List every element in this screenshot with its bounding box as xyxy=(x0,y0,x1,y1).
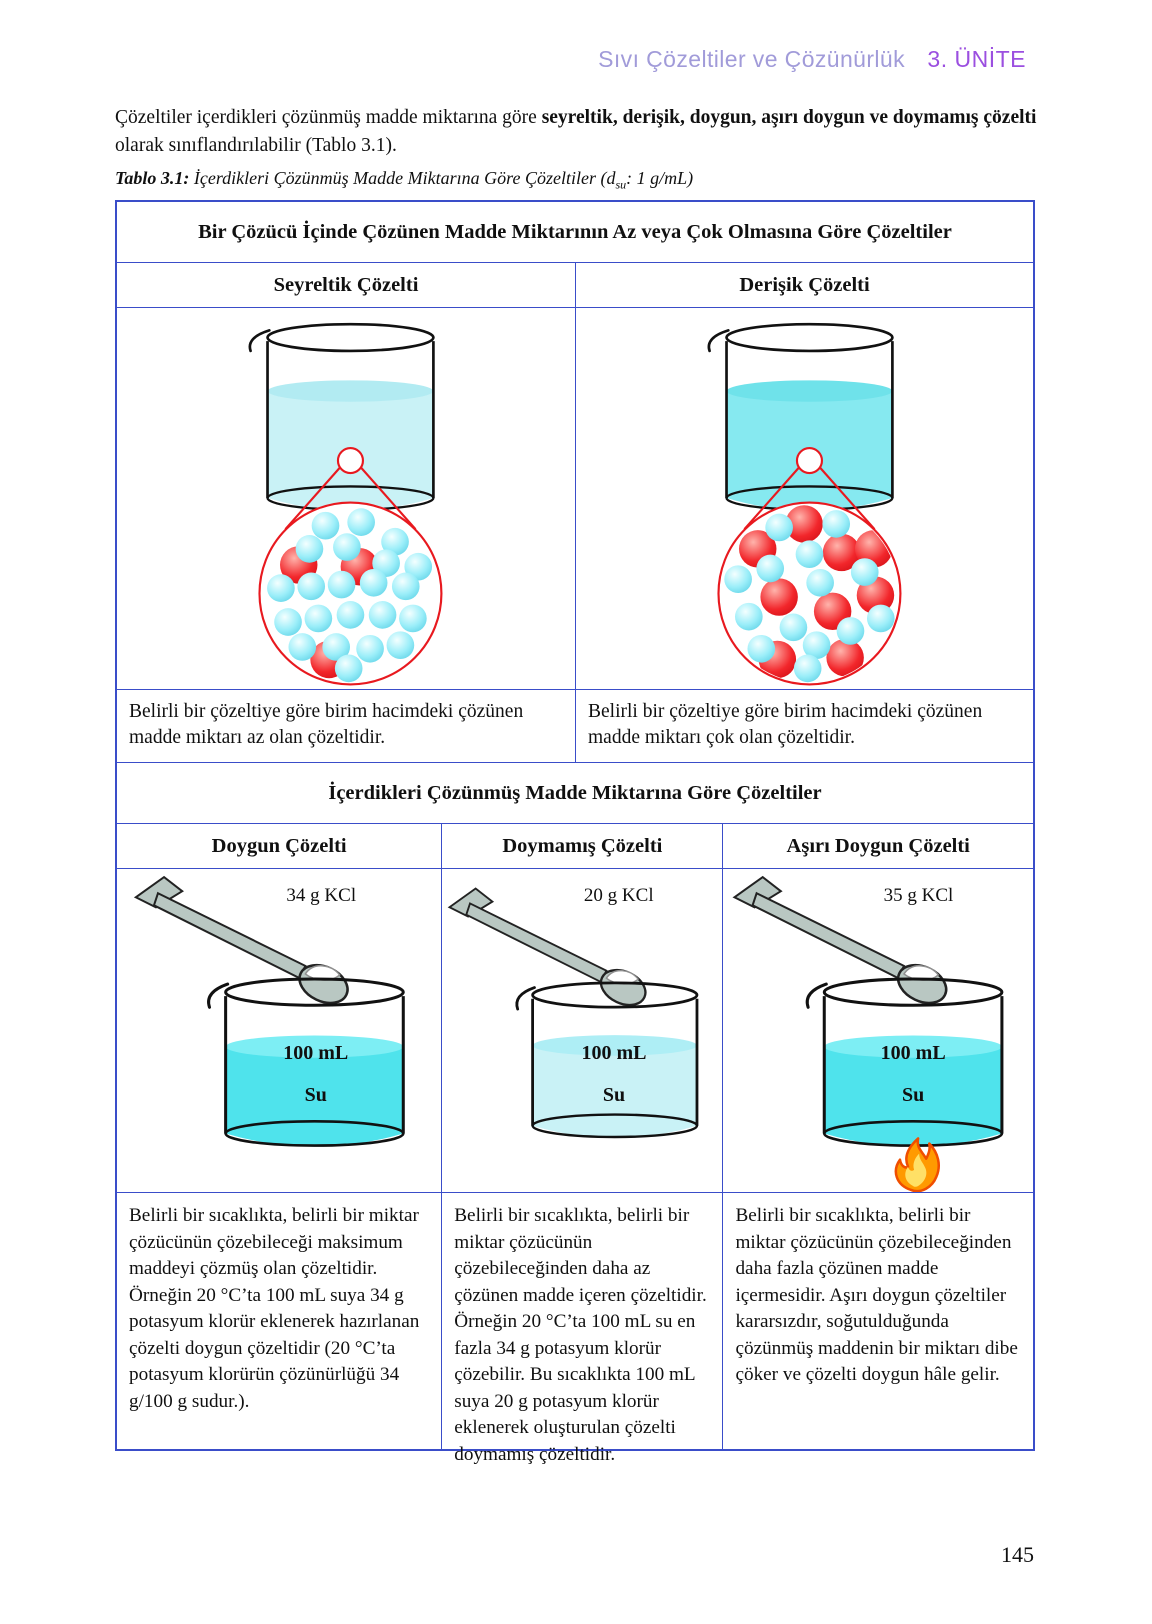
spatula-beaker-saturated xyxy=(117,869,441,1192)
chapter-title: Sıvı Çözeltiler ve Çözünürlük xyxy=(598,46,906,72)
table-row xyxy=(117,1192,1033,1465)
caption-text: İçerdikleri Çözünmüş Madde Miktarına Göre Çözeltiler (d xyxy=(189,168,616,188)
table-row xyxy=(117,762,1033,823)
illustration-dilute-solution xyxy=(117,308,575,689)
description-doygun: Belirli bir sıcaklıkta, belirli bir miktar çözücünün çözebileceği maksimum maddeyi çözmüş olan çözeltidir. Örneğin 20 °C’ta 100 mL suya 34 g potasyum klorür eklenerek hazırlanan çözelti doygun çözeltidir (20 °C’ta potasyum klorürün çözünürlüğü 34 g/100 g sudur.). xyxy=(129,1205,420,1412)
section2-title: İçerdikleri Çözünmüş Madde Miktarına Göre Çözeltiler xyxy=(328,781,822,804)
water-label: Su xyxy=(602,1083,626,1106)
kcl-amount-label: 35 g KCl xyxy=(883,885,954,907)
caption-label: Tablo 3.1: xyxy=(115,168,190,188)
description-asiri-doygun: Belirli bir sıcaklıkta, belirli bir miktar çözücünün çözebileceğinden daha fazla çözünen madde içermesidir. Aşırı doygun çözeltiler kararsızdır, soğutulduğunda çözünmüş maddenin bir miktarı dibe çöker ve çözelti doygun hâle gelir. xyxy=(722,1193,1033,1449)
water-label: Su xyxy=(304,1083,327,1106)
caption-text-end: : 1 g/mL) xyxy=(626,168,694,188)
page-number: 145 xyxy=(1001,1542,1034,1567)
water-label: Su xyxy=(902,1083,925,1106)
volume-label: 100 mL xyxy=(283,1041,349,1064)
illustration-concentrated-solution xyxy=(575,308,1033,689)
volume-label: 100 mL xyxy=(880,1041,946,1064)
intro-text-1: Çözeltiler içerdikleri çözünmüş madde miktarına göre xyxy=(115,107,542,128)
caption-subscript: su xyxy=(615,177,627,192)
illustration-saturated xyxy=(117,869,441,1192)
intro-text-bold: seyreltik, derişik, doygun, aşırı doygun ve doymamış çözelti xyxy=(541,107,1037,128)
beaker-magnifier-dilute xyxy=(238,309,454,688)
section1-title: Bir Çözücü İçinde Çözünen Madde Miktarının Az veya Çok Olmasına Göre Çözeltiler xyxy=(198,220,952,243)
unit-label: 3. ÜNİTE xyxy=(927,46,1026,72)
column-header-derisik: Derişik Çözelti xyxy=(575,263,1033,307)
table-row xyxy=(117,202,1033,262)
intro-paragraph xyxy=(115,104,1039,159)
description-doymamis: Belirli bir sıcaklıkta, belirli bir miktar çözücünün çözebileceğinden daha az çözünen madde içeren çözeltidir. Örneğin 20 °C’ta 100 mL su en fazla 34 g potasyum klorür çözebilir. Bu sıcaklıkta 100 mL suya 20 g potasyum klorür eklenerek oluşturulan çözelti doymamış çözeltidir. xyxy=(441,1193,722,1449)
description-derisik: Belirli bir çözeltiye göre birim hacimdeki çözünen madde miktarı çok olan çözeltidir. xyxy=(575,690,1033,762)
solutions-table xyxy=(115,200,1035,1465)
column-header-asiri-doygun: Aşırı Doygun Çözelti xyxy=(722,824,1033,868)
kcl-amount-label: 34 g KCl xyxy=(286,885,357,907)
table-row xyxy=(117,307,1033,689)
illustration-unsaturated xyxy=(441,869,722,1192)
illustration-supersaturated xyxy=(722,869,1033,1192)
volume-label: 100 mL xyxy=(581,1041,647,1064)
table-row xyxy=(117,823,1033,868)
spatula-beaker-unsaturated xyxy=(442,869,722,1192)
table-row xyxy=(117,262,1033,307)
intro-text-2: olarak sınıflandırılabilir (Tablo 3.1). xyxy=(115,134,397,156)
table-caption xyxy=(115,168,693,193)
page-header xyxy=(598,46,1026,73)
magnifier-focus-circle xyxy=(338,448,363,473)
description-seyreltik: Belirli bir çözeltiye göre birim hacimdeki çözünen madde miktarı az olan çözeltidir. xyxy=(129,701,524,748)
magnifier-focus-circle xyxy=(796,448,821,473)
table-row xyxy=(117,689,1033,762)
column-header-doygun: Doygun Çözelti xyxy=(211,834,347,857)
spatula-beaker-supersaturated xyxy=(723,869,1033,1192)
column-header-doymamis: Doymamış Çözelti xyxy=(441,824,722,868)
column-header-seyreltik: Seyreltik Çözelti xyxy=(273,273,419,296)
table-row xyxy=(117,868,1033,1192)
beaker-magnifier-concentrated xyxy=(697,309,913,688)
kcl-amount-label: 20 g KCl xyxy=(583,885,654,907)
